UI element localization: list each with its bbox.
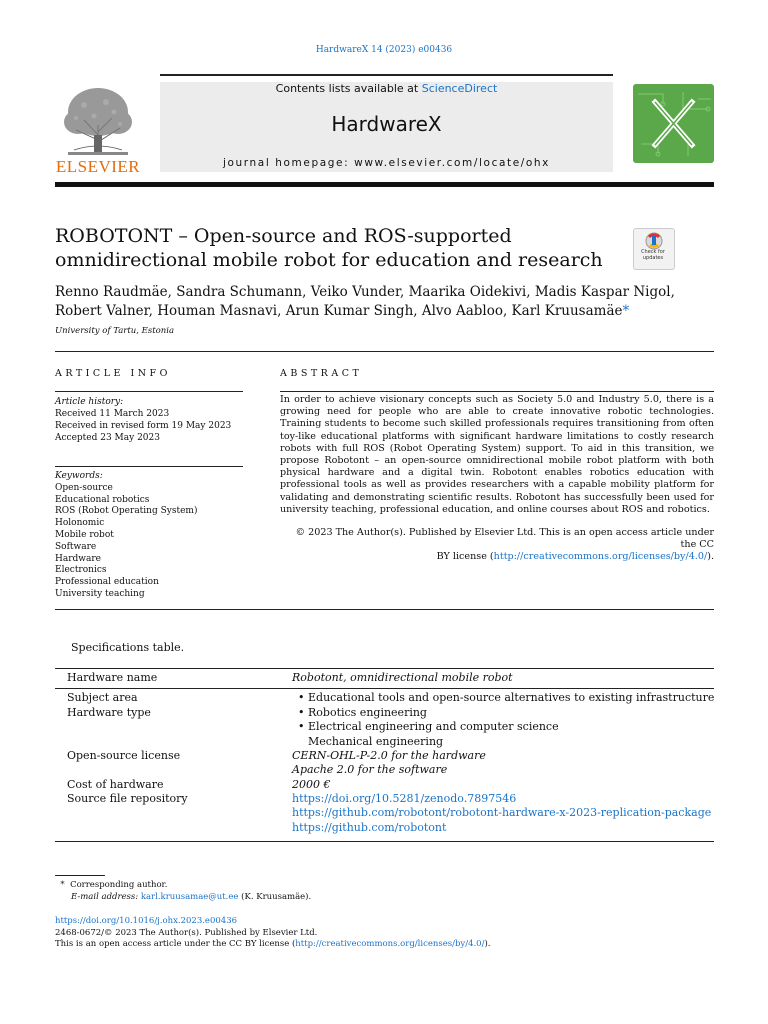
subject-item: • Educational tools and open-source alternatives to existing infrastructure <box>298 691 715 704</box>
keyword: Electronics <box>55 565 107 576</box>
license-value: CERN-OHL-P-2.0 for the hardware <box>292 749 486 762</box>
divider <box>55 351 714 352</box>
keywords-list <box>55 471 245 601</box>
divider <box>55 391 243 392</box>
repo-label: Source file repository <box>67 792 188 805</box>
issn-line: 2468-0672/© 2023 The Author(s). Published by Elsevier Ltd. <box>55 927 318 938</box>
elsevier-wordmark: ELSEVIER <box>55 157 141 176</box>
keyword: University teaching <box>55 588 145 599</box>
header-top-rule <box>160 74 613 76</box>
copyright-license-line: BY license (http://creativecommons.org/licenses/by/4.0/). <box>436 551 714 563</box>
copyright-line: © 2023 The Author(s). Published by Elsevier Ltd. This is an open access article under the CC <box>295 527 714 551</box>
journal-reference[interactable]: HardwareX 14 (2023) e00436 <box>315 45 453 55</box>
keyword: Holonomic <box>55 518 105 529</box>
corresponding-author-mark[interactable]: * <box>622 303 630 319</box>
license-label: Open-source license <box>67 749 181 762</box>
license-line: This is an open access article under the CC BY license (http://creativecommons.org/licenses/by/4.0/). <box>55 939 491 949</box>
table-bottom-rule <box>55 841 714 842</box>
footer-license-link[interactable]: http://creativecommons.org/licenses/by/4.0/ <box>295 939 485 949</box>
corresponding-footnote: * Corresponding author. <box>55 880 168 890</box>
contents-available-line: Contents lists available at ScienceDirect <box>275 82 498 95</box>
hardware-type-label: Hardware type <box>67 706 151 719</box>
subject-item-extra: Mechanical engineering <box>308 735 444 748</box>
cc-license-link[interactable]: http://creativecommons.org/licenses/by/4.0/ <box>493 551 708 563</box>
article-footer <box>55 916 491 951</box>
subject-item: • Electrical engineering and computer science <box>298 720 559 733</box>
footnotes <box>55 879 311 903</box>
table-header-rule <box>55 688 714 689</box>
table-top-rule <box>55 668 714 669</box>
journal-name: HardwareX <box>331 112 442 136</box>
repo-link[interactable]: https://github.com/robotont/robotont-hardware-x-2023-replication-package <box>292 806 712 819</box>
footnote-rule <box>55 875 105 876</box>
history-label: Article history: <box>55 397 124 407</box>
author-list: Renno Raudmäe, Sandra Schumann, Veiko Vunder, Maarika Oidekivi, Madis Kaspar Nigol, Robert Valner, Houman Masnavi, Arun Kumar Singh, Alvo Aabloo, Karl Kruusamäe* <box>55 284 675 319</box>
hardwarex-cover-logo <box>633 84 714 163</box>
divider <box>55 466 243 467</box>
article-history <box>55 396 245 444</box>
doi-link[interactable]: https://doi.org/10.1016/j.ohx.2023.e00436 <box>55 916 238 926</box>
keyword: Mobile robot <box>55 529 114 540</box>
cost-value: 2000 € <box>292 778 331 791</box>
email-link[interactable]: karl.kruusamae@ut.ee <box>140 892 239 902</box>
abstract-copyright <box>280 527 714 564</box>
repo-link[interactable]: https://github.com/robotont <box>292 821 447 834</box>
history-item: Accepted 23 May 2023 <box>55 433 160 443</box>
subject-area-label: Subject area <box>67 691 138 704</box>
history-item: Received 11 March 2023 <box>55 409 170 419</box>
sciencedirect-link[interactable]: ScienceDirect <box>421 82 498 95</box>
keyword: Professional education <box>55 577 159 588</box>
check-updates-label: Check for updates <box>641 249 665 261</box>
article-info-heading: ARTICLE INFO <box>55 368 171 379</box>
keyword: Hardware <box>55 553 101 564</box>
abstract-heading: ABSTRACT <box>280 368 363 379</box>
table-header-left: Hardware name <box>67 671 158 684</box>
journal-homepage[interactable]: journal homepage: www.elsevier.com/locate/ohx <box>223 157 550 169</box>
keyword: Educational robotics <box>55 494 150 505</box>
article-title: ROBOTONT – Open-source and ROS-supported omnidirectional mobile robot for education and research <box>55 225 603 271</box>
keyword: Open-source <box>55 482 113 493</box>
keyword: Software <box>55 541 97 552</box>
abstract-text: In order to achieve visionary concepts such as Society 5.0 and Industry 5.0, there is a growing need for people who are able to create innovative robotic technologies. Training students to become such skilled professionals requires transitioning from often toy-like educational platforms with significant hardware limitations to costly research robots with full ROS (Robot Operating System) support. To aid in this transition, we propose Robotont – an open-source omnidirectional mobile robot platform with both physical hardware and a digital twin. Robotont enables robotics education with professional tools as well as provides researchers with a capable mobility platform for validating and demonstrating scientific results. Robotont has successfully been used for university teaching, professional education, and online courses about ROS and robotics. <box>280 394 714 515</box>
repo-link[interactable]: https://doi.org/10.5281/zenodo.7897546 <box>292 792 517 805</box>
history-item: Received in revised form 19 May 2023 <box>55 421 232 431</box>
keywords-label: Keywords: <box>55 471 103 481</box>
keyword: ROS (Robot Operating System) <box>55 506 198 517</box>
cost-label: Cost of hardware <box>67 778 164 791</box>
affiliation: University of Tartu, Estonia <box>55 326 175 336</box>
divider <box>280 391 714 392</box>
email-footnote: E-mail address: karl.kruusamae@ut.ee (K. Kruusamäe). <box>71 892 312 902</box>
subject-item: • Robotics engineering <box>298 706 427 719</box>
license-value: Apache 2.0 for the software <box>292 763 448 776</box>
header-thick-rule <box>55 182 714 187</box>
spec-table-caption: Specifications table. <box>71 641 185 654</box>
divider <box>55 609 714 610</box>
table-header-right: Robotont, omnidirectional mobile robot <box>292 671 513 684</box>
